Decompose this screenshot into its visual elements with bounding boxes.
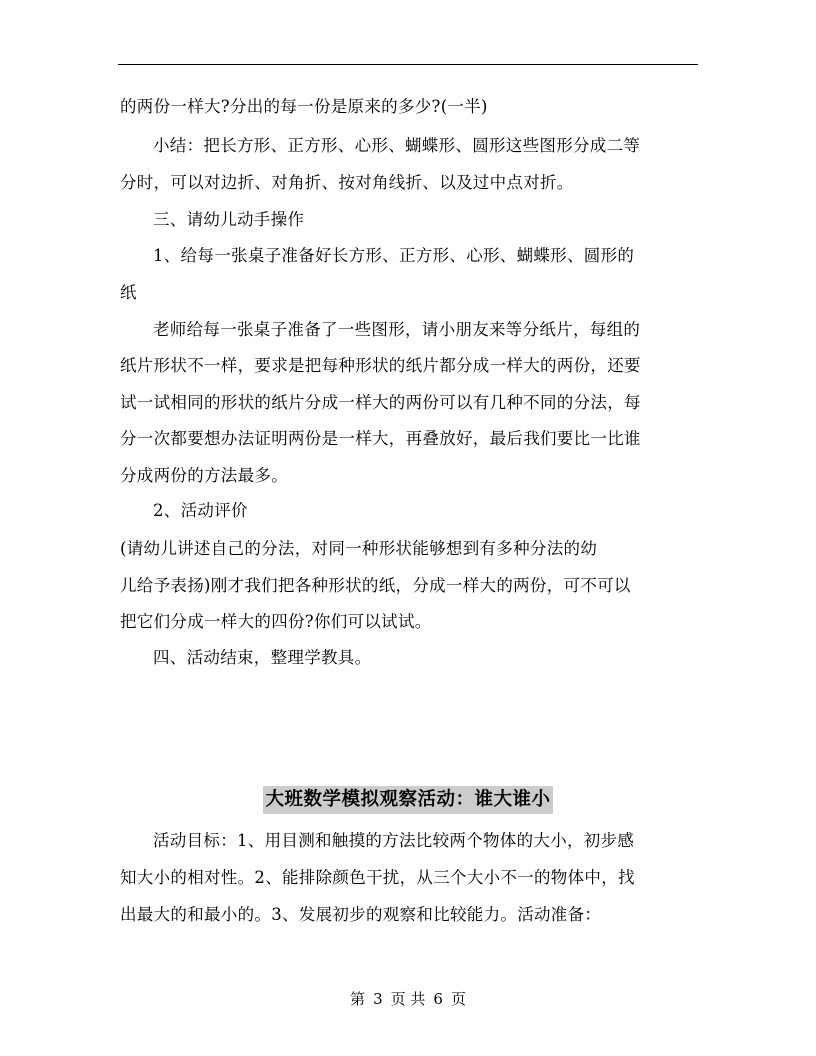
- text-line: 纸: [120, 283, 137, 302]
- text-line: 知大小的相对性。2、能排除颜色干扰，从三个大小不一的物体中，找: [120, 868, 635, 887]
- footer-prefix: 第: [350, 990, 366, 1008]
- text-line: 把它们分成一样大的四份?你们可以试试。: [120, 612, 432, 631]
- section-title-wrap: [0, 786, 816, 814]
- text-line: 试一试相同的形状的纸片分成一样大的两份可以有几种不同的分法，每: [120, 393, 641, 412]
- page-footer: [0, 989, 816, 1009]
- text-line: 儿给予表扬)刚才我们把各种形状的纸，分成一样大的两份，可不可以: [120, 576, 631, 595]
- text-line: 纸片形状不一样，要求是把每种形状的纸片都分成一样大的两份，还要: [120, 356, 641, 375]
- text-line: 小结：把长方形、正方形、心形、蝴蝶形、圆形这些图形分成二等: [153, 136, 641, 155]
- text-line: 活动目标：1、用目测和触摸的方法比较两个物体的大小，初步感: [153, 831, 635, 850]
- footer-suffix: 页: [450, 990, 466, 1008]
- text-line: 分成两份的方法最多。: [120, 466, 288, 485]
- text-line: 老师给每一张桌子准备了一些图形，请小朋友来等分纸片，每组的: [153, 320, 641, 339]
- text-line: 2、活动评价: [153, 501, 248, 520]
- header-rule: [118, 64, 698, 65]
- footer-total-pages: 6: [433, 990, 443, 1008]
- section-title: 大班数学模拟观察活动：谁大谁小: [263, 786, 552, 814]
- text-line: 四、活动结束，整理学教具。: [153, 648, 372, 667]
- text-line: 分一次都要想办法证明两份是一样大，再叠放好，最后我们要比一比谁: [120, 429, 641, 448]
- text-line: (请幼儿讲述自己的分法，对同一种形状能够想到有多种分法的幼: [120, 539, 598, 558]
- text-line: 1、给每一张桌子准备好长方形、正方形、心形、蝴蝶形、圆形的: [153, 246, 635, 265]
- text-line: 分时，可以对边折、对角折、按对角线折、以及过中点对折。: [120, 173, 574, 192]
- footer-page-number: 3: [373, 990, 383, 1008]
- text-line: 三、请幼儿动手操作: [153, 210, 305, 229]
- text-line: 出最大的和最小的。3、发展初步的观察和比较能力。活动准备：: [120, 905, 602, 924]
- footer-middle: 页 共: [390, 990, 426, 1008]
- text-line: 的两份一样大?分出的每一份是原来的多少?(一半): [120, 97, 488, 116]
